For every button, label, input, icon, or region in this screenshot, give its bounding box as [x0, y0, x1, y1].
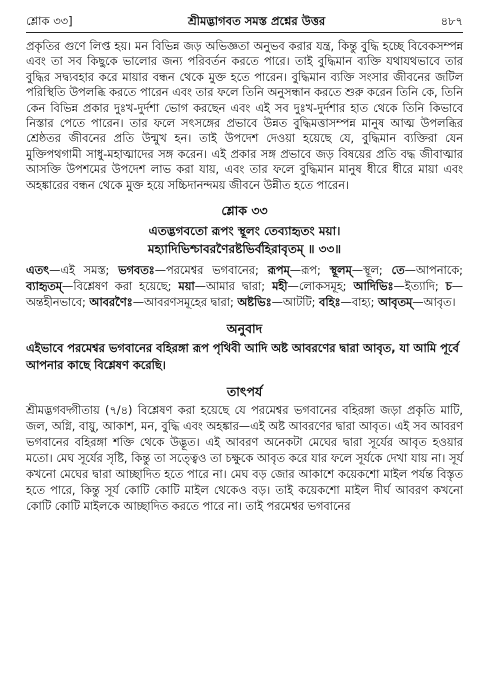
wbw-term: চ	[445, 280, 452, 294]
intro-paragraph: প্রকৃতির গুণে লিপ্ত হয়। মন বিভিন্ন জড় অভিজ্ঞতা অনুভব করার যন্ত্র, কিন্তু বুদ্ধি হচ্ছে বিবেকসম্পন্ন এবং তা সব কিছুকে ভালোর জন্য পরিবর্তন করতে পারে। তাই বুদ্ধিমান ব্যক্তি যথাযথভাবে তার বুদ্ধির সদ্ব্যবহার করে মায়ার বন্ধন থেকে মুক্ত হতে পারেন। বুদ্ধিমান ব্যক্তি সংসার জীবনের জটিল পরিস্থিতি উপলব্ধি করতে পারেন এবং তার ফলে তিনি অনুসন্ধান করতে শুরু করেন তিনি কে, তিনি কেন বিভিন্ন প্রকার দুঃখ-দুর্দশা ভোগ করছেন এবং এই সব দুঃখ-দুর্দশার হাত থেকে তিনি কিভাবে নিস্তার পেতে পারেন। তার ফলে সৎসঙ্গের প্রভাবে উন্নত বুদ্ধিমত্তাসম্পন্ন মানুষ আত্ম উপলব্ধির শ্রেষ্ঠতর জীবনের প্রতি উন্মুখ হন। তাই উপদেশ দেওয়া হয়েছে যে, বুদ্ধিমান ব্যক্তিরা যেন মুক্তিপথগামী সাধু-মহাত্মাদের সঙ্গ করেন। এই প্রকার সঙ্গ প্রভাবে জড় বিষয়ের প্রতি বদ্ধ জীবাত্মার আসক্তি উপশমের উপদেশ লাভ করা যায়, এবং তার ফলে বুদ্ধিমান মানুষ ধীরে ধীরে মায়া এবং অহঙ্কারের বন্ধন থেকে মুক্ত হয়ে সচ্চিদানন্দময় জীবনে উন্নীত হতে পারেন।	[26, 40, 463, 192]
wbw-meaning: —এই সমস্ত;	[49, 264, 119, 278]
wbw-term: মহী	[272, 280, 288, 294]
word-for-word-meanings	[26, 263, 463, 311]
wbw-term: আদিভিঃ	[353, 280, 394, 294]
wbw-meaning: —স্থূল;	[351, 264, 392, 278]
wbw-meaning: —বিশ্লেষণ করা হয়েছে;	[62, 280, 179, 294]
wbw-term: তে	[391, 264, 405, 278]
wbw-meaning: —আপনাকে;	[404, 264, 463, 278]
translation-heading: অনুবাদ	[226, 321, 263, 337]
wbw-term: ভগবতঃ	[118, 264, 155, 278]
running-header	[26, 14, 463, 28]
wbw-term: অষ্টভিঃ	[237, 296, 272, 310]
wbw-term: আবরণৈঃ	[89, 296, 133, 310]
wbw-meaning: —আবৃত।	[412, 296, 456, 310]
wbw-meaning: —আমার দ্বারা;	[194, 280, 273, 294]
wbw-term: বহিঃ	[319, 296, 341, 310]
page-number: ৪৮৭	[440, 14, 463, 28]
wbw-meaning: —ইত্যাদি;	[393, 280, 446, 294]
wbw-term: ময়া	[178, 280, 195, 294]
wbw-term: এতৎ	[26, 264, 50, 278]
verse-line-2: মহ্যাদিভিশ্চাবরণৈরষ্টভির্বহিরাবৃতম্ ॥ ৩৩॥	[147, 242, 342, 257]
wbw-meaning: —আবরণসমূহের দ্বারা;	[132, 296, 238, 310]
wbw-meaning: —পরমেশ্বর ভগবানের;	[154, 264, 268, 278]
wbw-term: ব্যাহৃতম্	[26, 280, 63, 294]
purport-heading: তাৎপর্য	[226, 384, 263, 400]
wbw-term: স্থূলম্	[329, 264, 352, 278]
wbw-meaning: —বাহ্য;	[340, 296, 378, 310]
wbw-meaning: —লোকসমূহ;	[287, 280, 354, 294]
wbw-meaning: —অন্তহীনভাবে;	[26, 280, 464, 310]
verse-heading: শ্লোক ৩৩	[221, 203, 268, 219]
wbw-term: রূপম্	[267, 264, 290, 278]
purport-text: শ্রীমদ্ভগবদ্গীতায় (৭/৪) বিশ্লেষণ করা হয়েছে যে পরমেশ্বর ভগবানের বহিরঙ্গা জড়া প্রকৃতি মাটি, জল, অগ্নি, বায়ু, আকাশ, মন, বুদ্ধি এবং অহঙ্কার—এই অষ্ট আবরণের দ্বারা আবৃত। এই সব আবরণ ভগবানের বহিরঙ্গা শক্তি থেকে উদ্ভূত। এই আবরণ অনেকটা মেঘের দ্বারা সূর্যের আবৃত হওয়ার মতো। মেঘ সূর্যের সৃষ্টি, কিন্তু তা সত্ত্বেও তা চক্ষুকে আবৃত করে যার ফলে সূর্যকে দেখা যায় না। সূর্য কখনো মেঘের দ্বারা আচ্ছাদিত হতে পারে না। মেঘ বড় জোর আকাশে কয়েকশো মাইল পর্যন্ত বিস্তৃত হতে পারে, কিন্তু সূর্য কোটি কোটি মাইল থেকেও বড়। তাই কয়েকশো মাইল দীর্ঘ আবরণ কখনো কোটি কোটি মাইলকে আচ্ছাদিত করতে পারে না। তাই পরমেশ্বর ভগবানের	[26, 404, 463, 514]
verse-line-1: এতদ্ভগবতো রূপং স্থূলং তেব্যাহৃতং ময়া।	[148, 224, 341, 239]
wbw-term: আবৃতম্	[378, 296, 413, 310]
header-title: শ্রীমদ্ভাগবত সমস্ত প্রশ্নের উত্তর	[187, 14, 326, 28]
wbw-meaning: —রূপ;	[289, 264, 330, 278]
header-rule	[26, 32, 463, 33]
translation-text: এইভাবে পরমেশ্বর ভগবানের বহিরঙ্গা রূপ পৃথিবী আদি অষ্ট আবরণের দ্বারা আবৃত, যা আমি পূর্বে আপনার কাছে বিশ্লেষণ করেছি।	[26, 341, 459, 373]
header-verse-ref: শ্লোক ৩৩]	[26, 14, 73, 28]
wbw-meaning: —আটটি;	[271, 296, 320, 310]
